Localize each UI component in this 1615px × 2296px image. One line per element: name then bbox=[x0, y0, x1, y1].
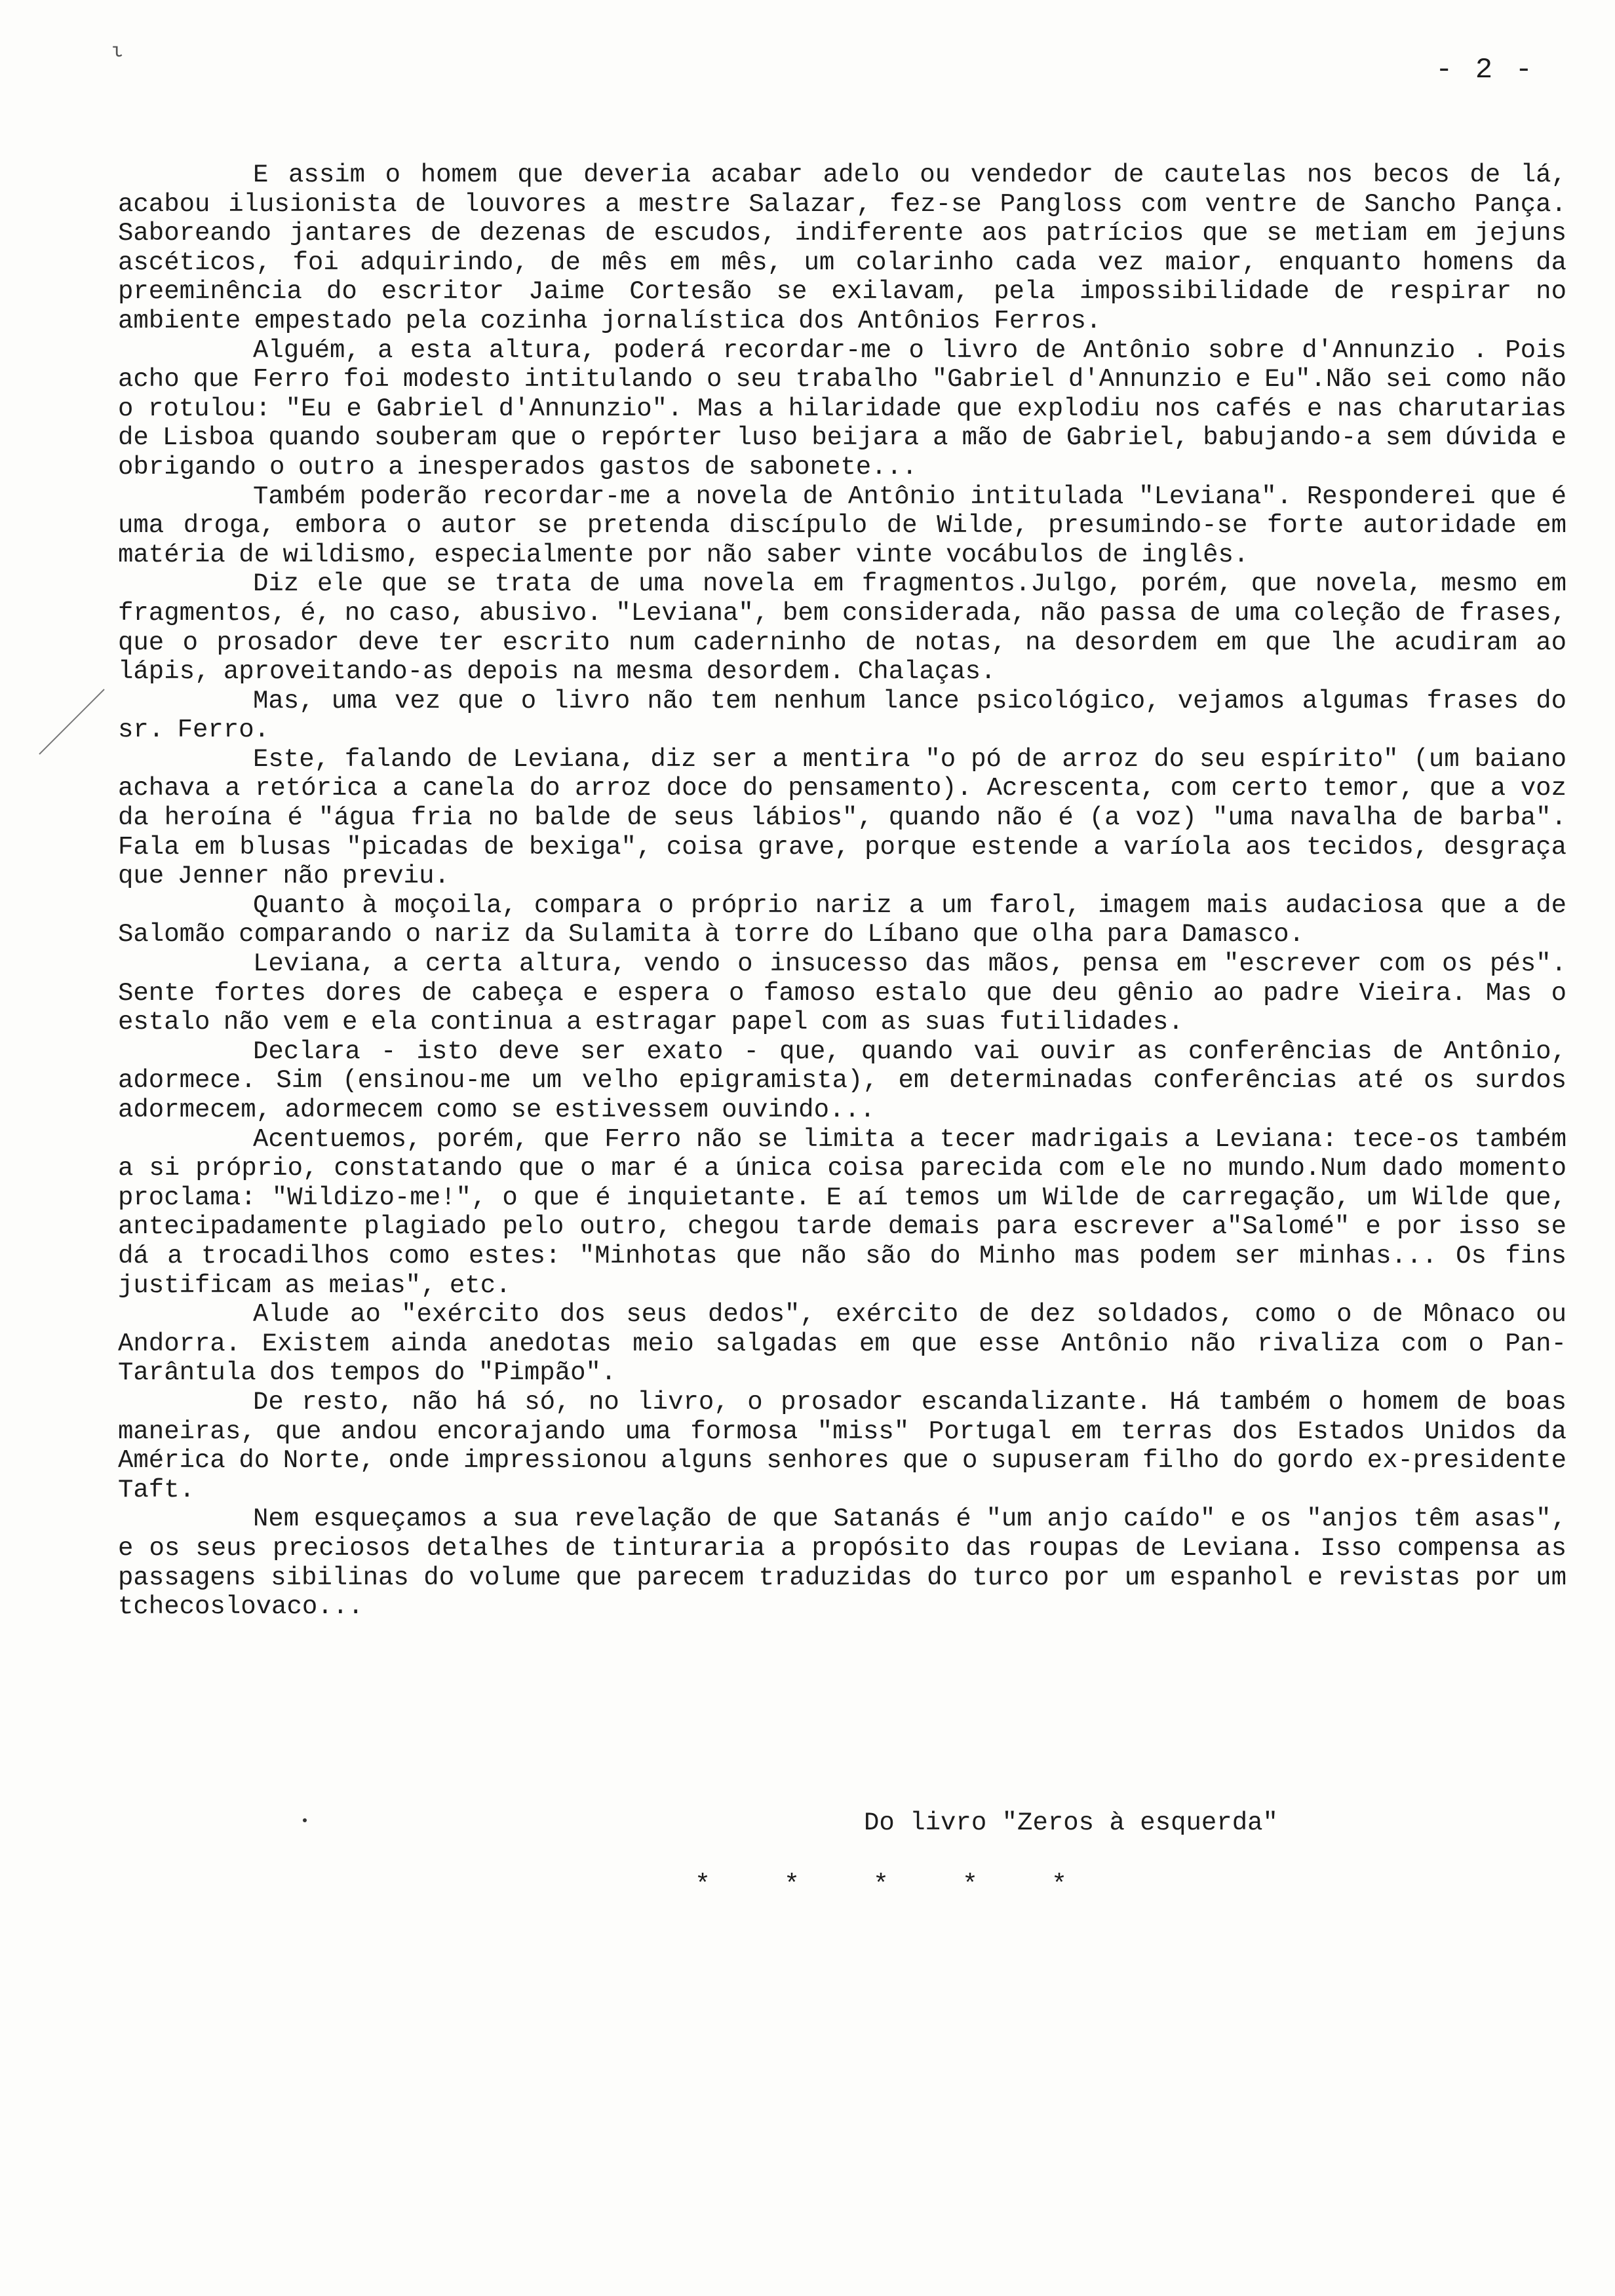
paragraph: Este, falando de Leviana, diz ser a mentira "o pó de arroz do seu espírito" (um baiano achava a retórica a canela do arroz doce do pensamento). Acrescenta, com certo temor, que a voz da heroína é "água fria no balde de seus lábios", quando não é (a voz) "uma navalha de barba". Fala em blusas "picadas de bexiga", coisa grave, porque estende a varíola aos tecidos, desgraça que Jenner não previu. bbox=[118, 744, 1566, 891]
body-text bbox=[118, 161, 1566, 1622]
paragraph: Acentuemos, porém, que Ferro não se limita a tecer madrigais a Leviana: tece-os também a si próprio, constatando que o mar é a única coisa parecida com ele no mundo.Num dado momento proclama: "Wildizo-me!", o que é inquietante. E aí temos um Wilde de carregação, um Wilde que, antecipadamente plagiado pelo outro, chegou tarde demais para escrever a"Salomé" e por isso se dá a trocadilhos como estes: "Minhotas que não são do Minho mas podem ser minhas... Os fins justificam as meias", etc. bbox=[118, 1124, 1566, 1300]
paragraph: Diz ele que se trata de uma novela em fragmentos.Julgo, porém, que novela, mesmo em fragmentos, é, no caso, abusivo. "Leviana", bem considerada, não passa de uma coleção de frases, que o prosador deve ter escrito num caderninho de notas, na desordem em que lhe acudiram ao lápis, aproveitando-as depois na mesma desordem. Chalaças. bbox=[118, 569, 1566, 687]
paragraph: Também poderão recordar-me a novela de Antônio intitulada "Leviana". Responderei que é uma droga, embora o autor se pretenda discípulo de Wilde, presumindo-se forte autoridade em matéria de wildismo, especialmente por não saber vinte vocábulos de inglês. bbox=[118, 482, 1566, 569]
paragraph: Leviana, a certa altura, vendo o insucesso das mãos, pensa em "escrever com os pés". Sente fortes dores de cabeça e espera o famoso estalo que deu gênio ao padre Vieira. Mas o estalo não vem e ela continua a estragar papel com as suas futilidades. bbox=[118, 949, 1566, 1037]
source-citation: Do livro "Zeros à esquerda" bbox=[864, 1808, 1278, 1837]
paragraph: Declara - isto deve ser exato - que, quando vai ouvir as conferências de Antônio, adormece. Sim (ensinou-me um velho epigramista), em determinadas conferências até os surdos adormecem, adormecem como se estivessem ouvindo... bbox=[118, 1037, 1566, 1124]
paragraph: Alguém, a esta altura, poderá recordar-me o livro de Antônio sobre d'Annunzio . Pois acho que Ferro foi modesto intitulando o seu trabalho "Gabriel d'Annunzio e Eu".Não sei como não o rotulou: "Eu e Gabriel d'Annunzio". Mas a hilaridade que explodiu nos cafés e nas charutarias de Lisboa quando souberam que o repórter luso beijara a mão de Gabriel, babujando-a sem dúvida e obrigando o outro a inesperados gastos de sabonete... bbox=[118, 335, 1566, 482]
paragraph: Mas, uma vez que o livro não tem nenhum lance psicológico, vejamos algumas frases do sr. Ferro. bbox=[118, 686, 1566, 745]
paragraph: Alude ao "exército dos seus dedos", exército de dez soldados, como o de Mônaco ou Andorra. Existem ainda anedotas meio salgadas em que esse Antônio não rivaliza com o Pan-Tarântula dos tempos do "Pimpão". bbox=[118, 1300, 1566, 1388]
ink-dot bbox=[303, 1818, 307, 1822]
paragraph: E assim o homem que deveria acabar adelo ou vendedor de cautelas nos becos de lá, acabou ilusionista de louvores a mestre Salazar, fez-se Pangloss com ventre de Sancho Pança. Saboreando jantares de dezenas de escudos, indiferente aos patrícios que se metiam em jejuns ascéticos, foi adquirindo, de mês em mês, um colarinho cada vez maior, enquanto homens da preeminência do escritor Jaime Cortesão se exilavam, pela impossibilidade de respirar no ambiente empestado pela cozinha jornalística dos Antônios Ferros. bbox=[118, 161, 1566, 335]
paragraph: De resto, não há só, no livro, o prosador escandalizante. Há também o homem de boas maneiras, que andou encorajando uma formosa "miss" Portugal em terras dos Estados Unidos da América do Norte, onde impressionou alguns senhores que o supuseram filho do gordo ex-presidente Taft. bbox=[118, 1387, 1566, 1504]
page-number: - 2 - bbox=[1435, 54, 1536, 86]
stray-mark: ι bbox=[111, 41, 124, 63]
margin-pen-line bbox=[39, 689, 104, 754]
section-separator: * * * * * bbox=[695, 1871, 1097, 1900]
paragraph: Nem esqueçamos a sua revelação de que Satanás é "um anjo caído" e os "anjos têm asas", e os seus preciosos detalhes de tinturaria a propósito das roupas de Leviana. Isso compensa as passagens sibilinas do volume que parecem traduzidas do turco por um espanhol e revistas por um tchecoslovaco... bbox=[118, 1504, 1566, 1622]
paragraph: Quanto à moçoila, compara o próprio nariz a um farol, imagem mais audaciosa que a de Salomão comparando o nariz da Sulamita à torre do Líbano que olha para Damasco. bbox=[118, 890, 1566, 949]
